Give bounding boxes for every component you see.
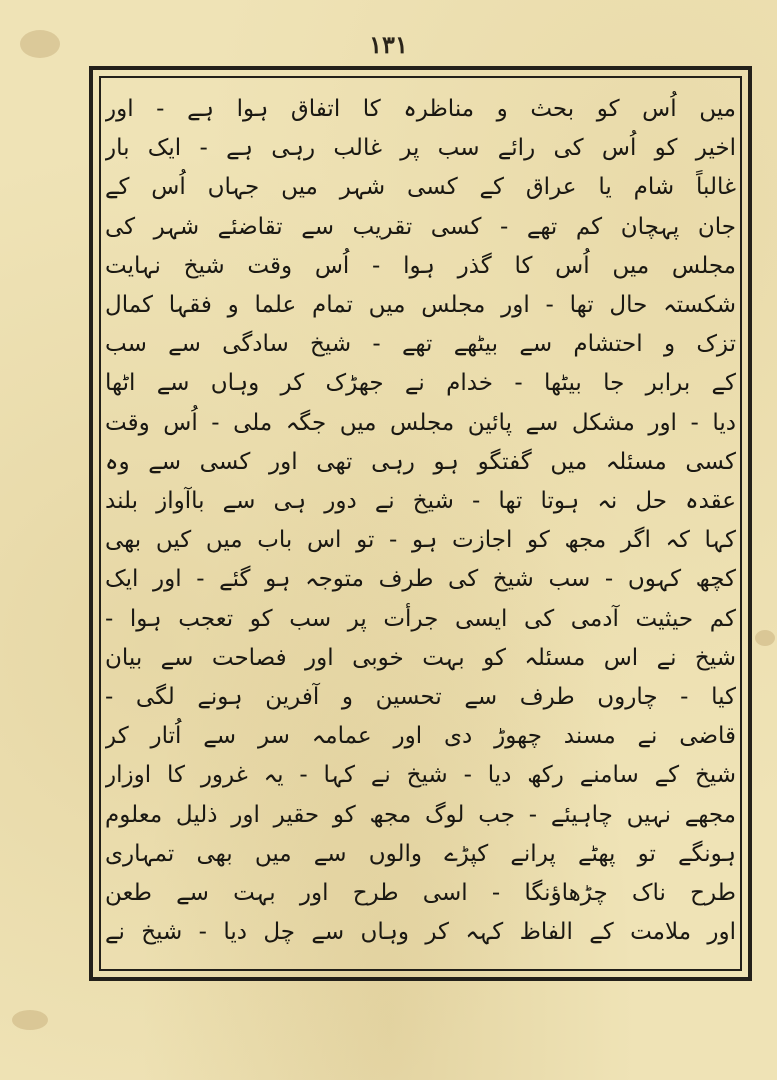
paper-stain [12,1010,48,1030]
text-line: شیخ کے سامنے رکھ دیا - شیخ نے کہا - یہ غرور کا اوزار [105,762,736,789]
text-line: کے برابر جا بیٹھا - خدام نے جھڑک کر وہاں سے اٹھا [105,370,736,397]
text-line: شیخ نے اس مسئلہ کو بہت خوبی اور فصاحت سے بیان [105,644,736,671]
text-line: کیا - چاروں طرف سے تحسین و آفرین ہونے لگی - [105,684,736,710]
text-line: مجلس میں اُس کا گذر ہوا - اُس وقت شیخ نہایت [105,252,736,279]
text-line: جان پہچان کم تھے - کسی تقریب سے تقاضئے شہر کی [105,213,736,240]
text-line: میں اُس کو بحث و مناظرہ کا اتفاق ہوا ہے - اور [105,96,736,122]
text-line: طرح ناک چڑھاؤنگا - اسی طرح اور بہت سے طعن [105,880,736,906]
page-number: ۱۳۱ [369,30,408,59]
text-line: کچھ کہوں - سب شیخ کی طرف متوجہ ہو گئے - اور ایک [105,566,736,593]
text-line: مجھے نہیں چاہیئے - جب لوگ مجھ کو حقیر اور ذلیل معلوم [105,801,736,828]
text-line: شکستہ حال تھا - اور مجلس میں تمام علما و فقہا کمال [105,292,736,318]
text-line: کہا کہ اگر مجھ کو اجازت ہو - تو اس باب میں کیں بھی [105,527,736,554]
text-line: اخیر کو اُس کی رائے سب پر غالب رہی ہے - ایک بار [105,135,736,162]
text-body [105,84,736,967]
text-line: عقدہ حل نہ ہوتا تھا - شیخ نے دور ہی سے باآواز بلند [105,488,736,514]
text-line: اور ملامت کے الفاظ کہہ کر وہاں سے چل دیا - شیخ نے [105,919,736,946]
text-line: ہونگے تو پھٹے پرانے کپڑے والوں سے میں بھی تمہاری [105,840,736,867]
text-line: کسی مسئلہ میں گفتگو ہو رہی تھی اور کسی سے وہ [105,448,736,475]
text-line: تزک و احتشام سے بیٹھے تھے - شیخ سادگی سے سب [105,331,736,358]
text-frame [89,66,752,981]
text-line: دیا - اور مشکل سے پائین مجلس میں جگہ ملی - اُس وقت [105,409,736,436]
text-line: قاضی نے مسند چھوڑ دی اور عمامہ سر سے اُتار کر [105,723,736,750]
paper-stain [755,630,775,646]
text-line: کم حیثیت آدمی کی ایسی جرأت پر سب کو تعجب ہوا - [105,605,736,632]
text-line: غالباً شام یا عراق کے کسی شہر میں جہاں اُس کے [105,174,736,201]
